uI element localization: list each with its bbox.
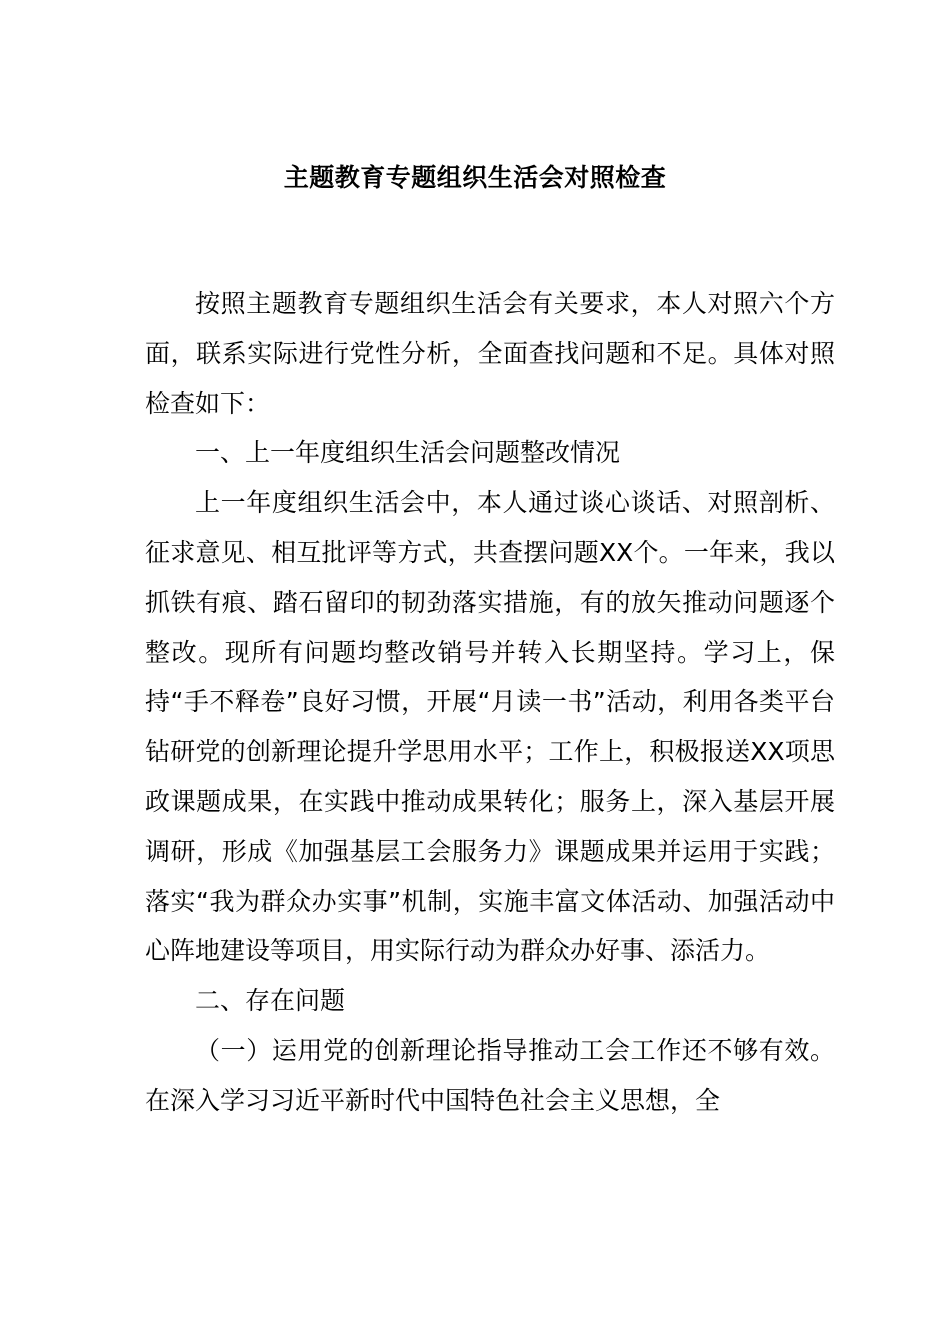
document-title: 主题教育专题组织生活会对照检查 — [283, 163, 667, 192]
section-heading-1: 一、上一年度组织生活会问题整改情况 — [195, 438, 621, 468]
paragraph-intro: 按照主题教育专题组织生活会有关要求，本人对照六个方面，联系实际进行党性分析，全面查找问题和不足。具体对照检查如下： — [145, 289, 835, 418]
paragraph-rectification: 上一年度组织生活会中，本人通过谈心谈话、对照剖析、征求意见、相互批评等方式，共查摆问题XX个。一年来，我以抓铁有痕、踏石留印的韧劲落实措施，有的放矢推动问题逐个整改。现所有问题均整改销号并转入长期坚持。学习上，保持“手不释卷”良好习惯，开展“月读一书”活动，利用各类平台钻研党的创新理论提升学思用水平；工作上，积极报送XX项思政课题成果，在实践中推动成果转化；服务上，深入基层开展调研，形成《加强基层工会服务力》课题成果并运用于实践；落实“我为群众办实事”机制，实施丰富文体活动、加强活动中心阵地建设等项目，用实际行动为群众办好事、添活力。 — [145, 488, 835, 966]
paragraph-problem-1: （一）运用党的创新理论指导推动工会工作还不够有效。在深入学习习近平新时代中国特色社会主义思想，全 — [145, 1035, 835, 1115]
document-body — [145, 279, 835, 1126]
section-heading-2: 二、存在问题 — [195, 986, 346, 1016]
